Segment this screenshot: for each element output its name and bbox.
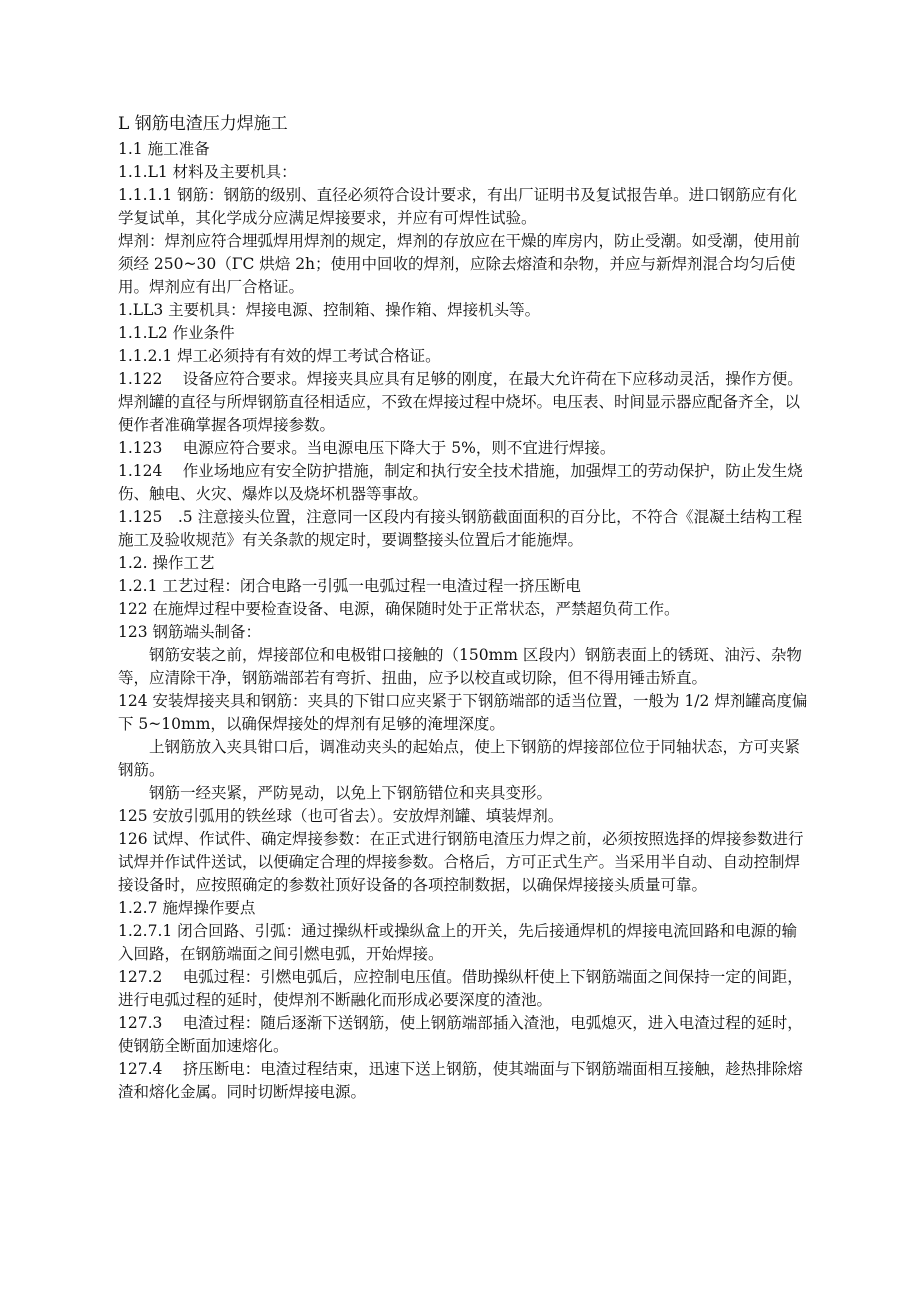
paragraph: 122 在施焊过程中要检查设备、电源，确保随时处于正常状态，严禁超负荷工作。 [118, 600, 680, 618]
paragraph: 1.1.L1 材料及主要机具： [118, 163, 297, 181]
paragraph: 1.2.1 工艺过程：闭合电路一引弧一电弧过程一电渣过程一挤压断电 [118, 577, 581, 595]
document-page [118, 110, 808, 1104]
paragraph: 1.1 施工准备 [118, 140, 210, 158]
paragraph: 126 试焊、作试件、确定焊接参数：在正式进行钢筋电渣压力焊之前，必须按照选择的焊接参数进行试焊并作试件送试，以便确定合理的焊接参数。合格后，方可正式生产。当采用半自动、自动控制焊接设备时，应按照确定的参数社顶好设备的各项控制数据，以确保焊接接头质量可靠。 [118, 830, 804, 894]
paragraph: 124 安装焊接夹具和钢筋：夹具的下钳口应夹紧于下钢筋端部的适当位置，一般为 1/2 焊剂罐高度偏下 5~10mm，以确保焊接处的焊剂有足够的淹埋深度。 [118, 692, 808, 733]
paragraph: 123 钢筋端头制备： [118, 623, 262, 641]
paragraph: 1.1.1.1 钢筋：钢筋的级别、直径必须符合设计要求，有出厂证明书及复试报告单。进口钢筋应有化学复试单，其化学成分应满足焊接要求，并应有可焊性试验。 [118, 186, 798, 227]
document-title: L 钢筋电渣压力焊施工 [118, 114, 288, 134]
paragraph: 1.1.L2 作业条件 [118, 324, 235, 342]
paragraph: 127.3 电渣过程：随后逐渐下送钢筋，使上钢筋端部插入渣池，电弧熄灭，进入电渣过程的延时，使钢筋全断面加速熔化。 [118, 1014, 803, 1055]
paragraph: 127.4 挤压断电：电渣过程结束，迅速下送上钢筋，使其端面与下钢筋端面相互接触，趁热排除熔渣和熔化金属。同时切断焊接电源。 [118, 1060, 803, 1101]
paragraph: 1.1.2.1 焊工必须持有有效的焊工考试合格证。 [118, 347, 441, 365]
paragraph: 1.LL3 主要机具：焊接电源、控制箱、操作箱、焊接机头等。 [118, 301, 541, 319]
paragraph: 127.2 电弧过程：引燃电弧后，应控制电压值。借助操纵杆使上下钢筋端面之间保持一定的间距，进行电弧过程的延时，使焊剂不断融化而形成必要深度的渣池。 [118, 968, 803, 1009]
paragraph: 125 安放引弧用的铁丝球（也可省去）。安放焊剂罐、填装焊剂。 [118, 807, 564, 825]
paragraph: 钢筋一经夹紧，严防晃动，以免上下钢筋错位和夹具变形。 [149, 784, 553, 802]
paragraph: 1.125 .5 注意接头位置，注意同一区段内有接头钢筋截面面积的百分比，不符合《混凝土结构工程施工及验收规范》有关条款的规定时，要调整接头位置后才能施焊。 [118, 508, 803, 549]
paragraph: 焊剂：焊剂应符合埋弧焊用焊剂的规定，焊剂的存放应在干燥的库房内，防止受潮。如受潮，使用前须经 250~30（ΓC 烘焙 2h；使用中回收的焊剂，应除去熔渣和杂物，并应与新焊剂混合均匀后使用。焊剂应有出厂合格证。 [118, 232, 801, 296]
paragraph: 1.2.7 施焊操作要点 [118, 899, 256, 917]
paragraph: 1.123 电源应符合要求。当电源电压下降大于 5%，则不宜进行焊接。 [118, 439, 616, 457]
paragraph: 上钢筋放入夹具钳口后，调准动夹头的起始点，使上下钢筋的焊接部位位于同轴状态，方可夹紧钢筋。 [118, 738, 801, 779]
paragraph: 钢筋安装之前，焊接部位和电极钳口接触的（150mm 区段内）钢筋表面上的锈斑、油污、杂物等，应清除干净，钢筋端部若有弯折、扭曲，应予以校直或切除，但不得用锤击矫直。 [118, 646, 802, 687]
paragraph: 1.2.7.1 闭合回路、引弧：通过操纵杆或操纵盒上的开关，先后接通焊机的焊接电流回路和电源的输入回路，在钢筋端面之间引燃电弧，开始焊接。 [118, 922, 798, 963]
document-body [118, 138, 808, 1104]
paragraph: 1.2. 操作工艺 [118, 554, 215, 572]
paragraph: 1.124 作业场地应有安全防护措施，制定和执行安全技术措施，加强焊工的劳动保护，防止发生烧伤、触电、火灾、爆炸以及烧坏机器等事故。 [118, 462, 803, 503]
paragraph: 1.122 设备应符合要求。焊接夹具应具有足够的刚度，在最大允许荷在下应移动灵活，操作方便。焊剂罐的直径与所焊钢筋直径相适应，不致在焊接过程中烧坏。电压表、时间显示器应配备齐全，以便作者准确掌握各项焊接参数。 [118, 370, 803, 434]
